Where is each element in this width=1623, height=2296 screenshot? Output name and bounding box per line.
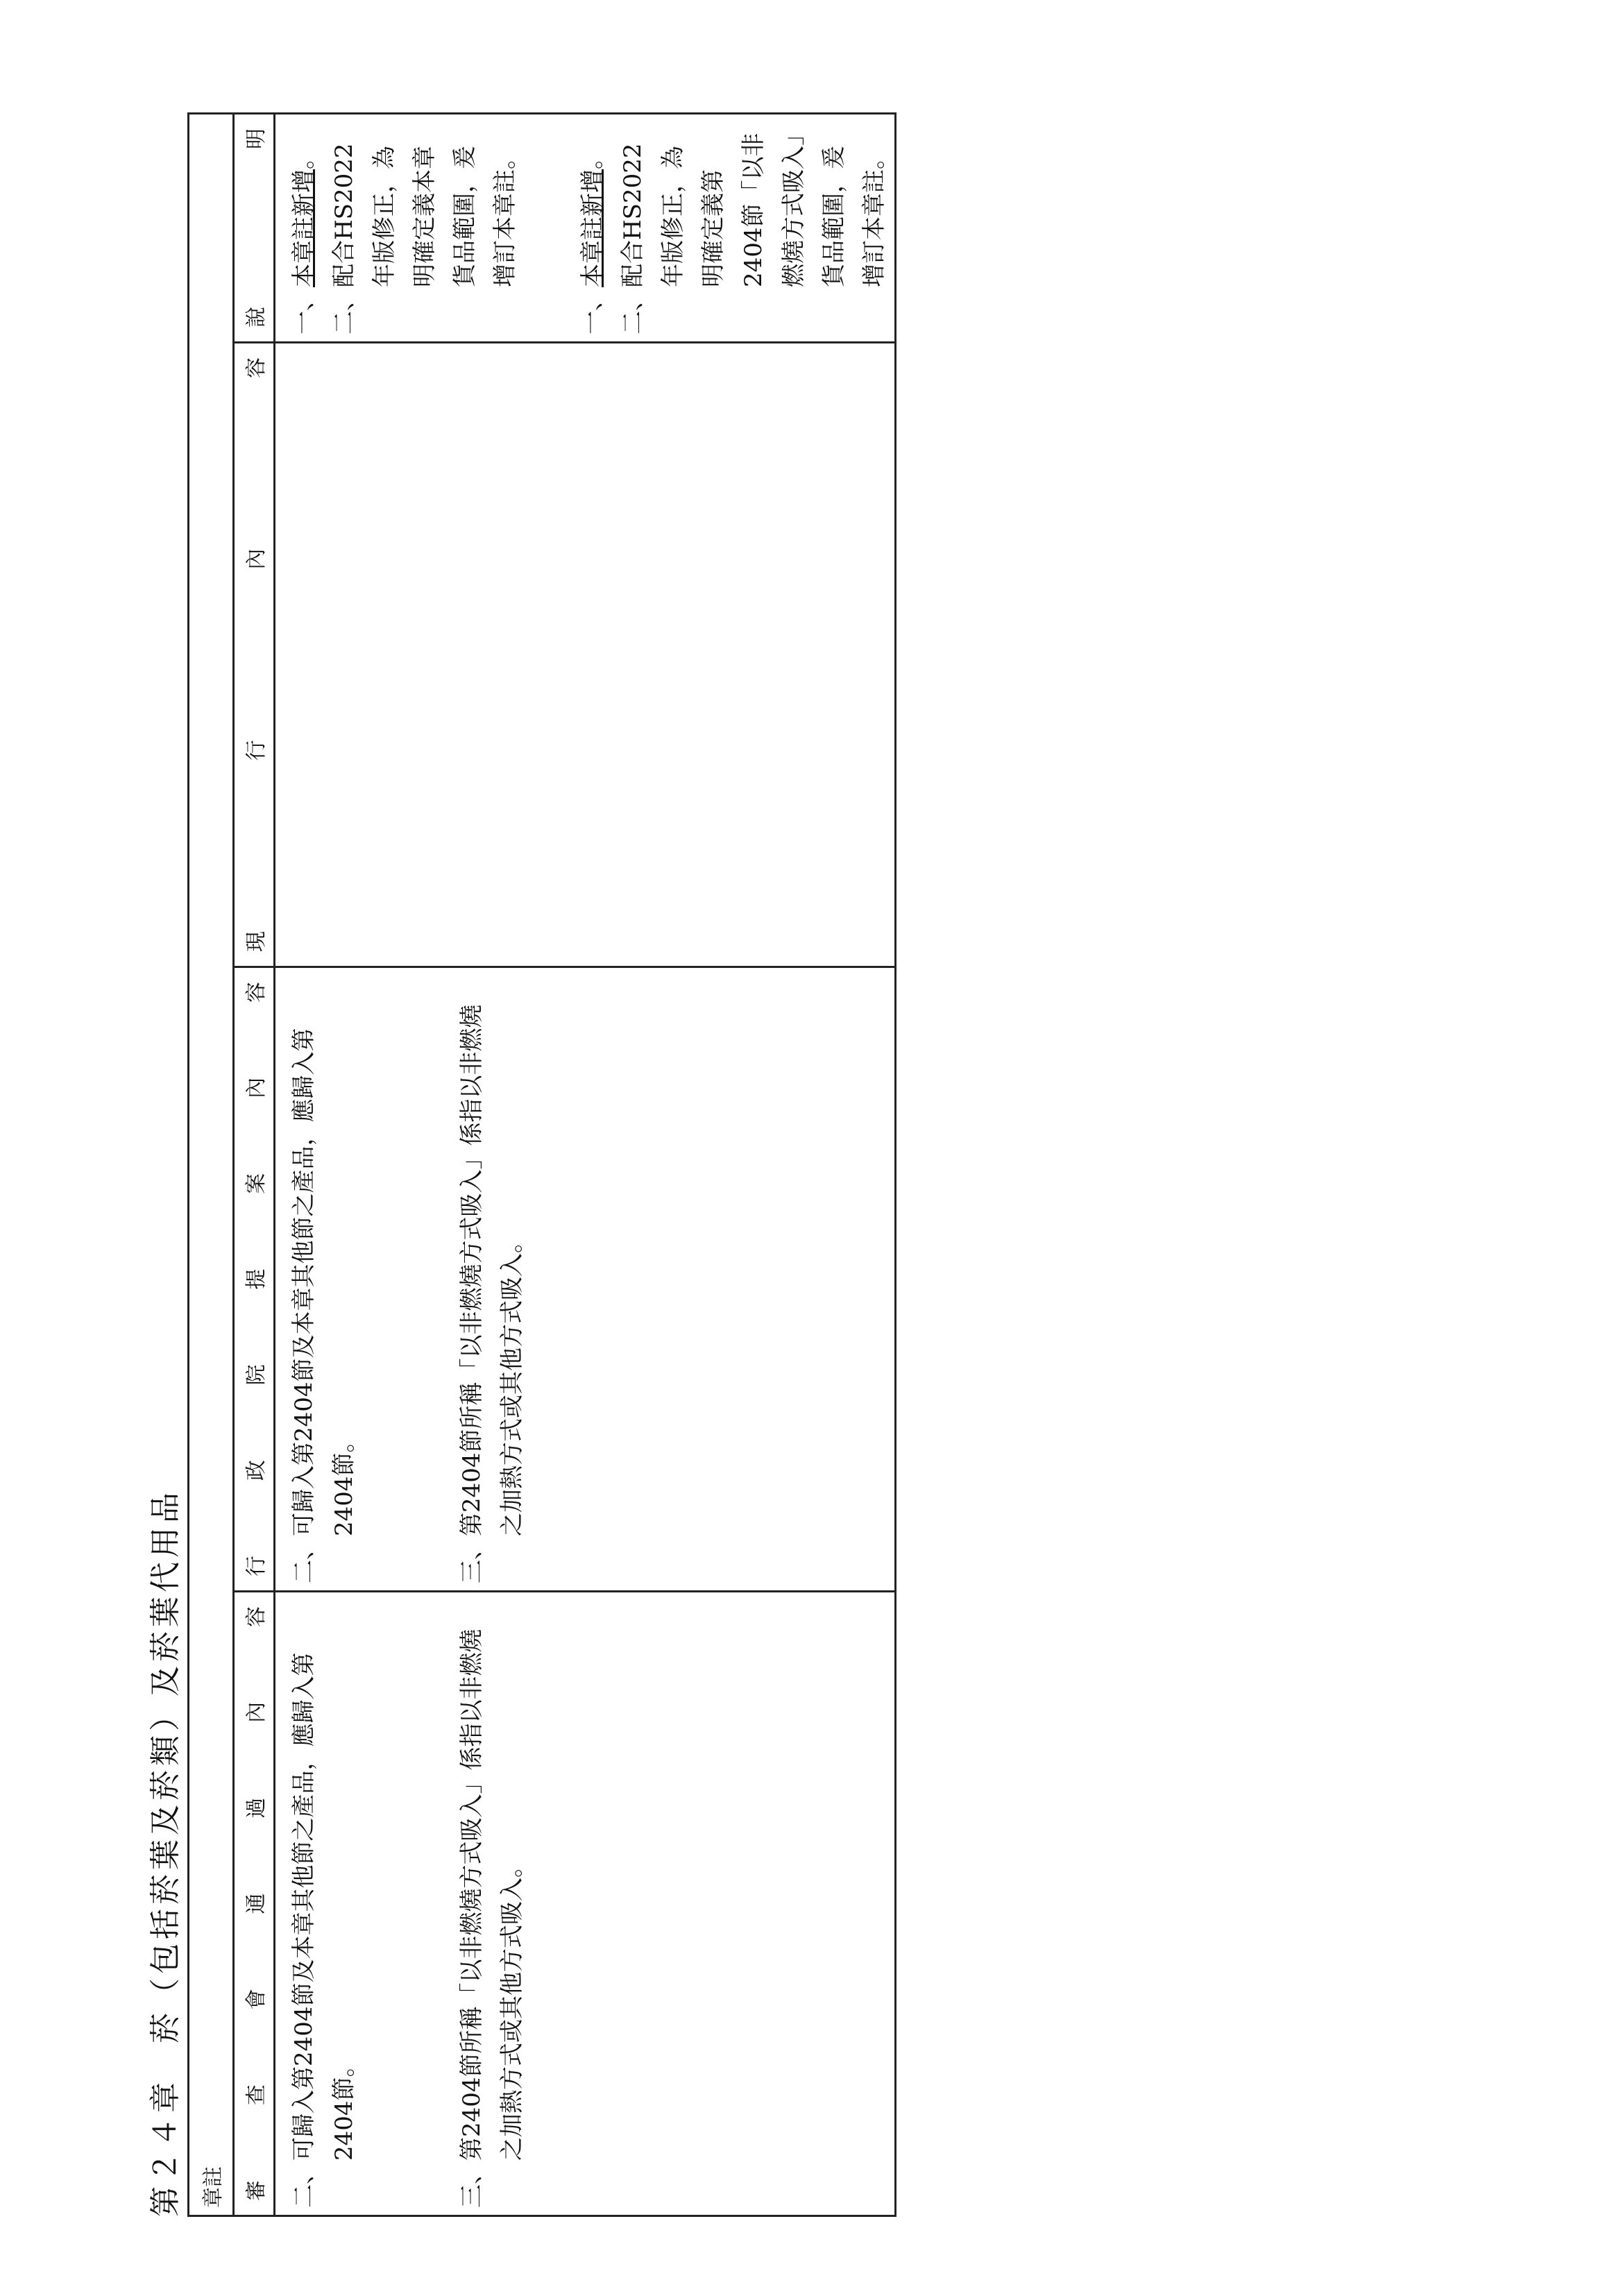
header-explanation: 說 明: [234, 114, 275, 343]
list-item: 一、 本章註新增。: [290, 146, 318, 334]
list-item: 二、 配合HS2022年版修正，為明確定義第2404節「以非燃燒方式吸入」貨品範圍，爰增訂本章註。: [619, 133, 888, 334]
chapter-title: 第２４章 菸（包括菸葉及菸類）及菸葉代用品: [148, 1488, 183, 2217]
header-proposal: 行 政 院 提 案 內 容: [234, 967, 275, 1592]
table-row: [275, 114, 896, 2216]
header-current: 現 行 內 容: [234, 343, 275, 967]
explanation-cell: [275, 114, 896, 343]
list-item: 三、 第2404節所稱「以非燃燒方式吸入」係指以非燃燒之加熱方式或其他方式吸入。: [458, 1629, 526, 2208]
proposal-cell: [275, 967, 896, 1592]
comparison-table: [187, 112, 897, 2217]
list-item: 二、 可歸入第2404節及本章其他節之產品，應歸入第2404節。: [290, 1028, 358, 1583]
list-item: 二、 配合HS2022年版修正，為明確定義本章貨品範圍，爰增訂本章註。: [330, 143, 519, 334]
list-item: 三、 第2404節所稱「以非燃燒方式吸入」係指以非燃燒之加熱方式或其他方式吸入。: [458, 1004, 526, 1583]
list-item: 二、 可歸入第2404節及本章其他節之產品，應歸入第2404節。: [290, 1652, 358, 2208]
current-cell: [275, 343, 896, 967]
rotated-page-content: [146, 114, 888, 2217]
review-cell: [275, 1592, 896, 2216]
list-item: 一、 本章註新增。: [579, 146, 606, 334]
header-review: 審 查 會 通 過 內 容: [234, 1592, 275, 2216]
section-label: 章註: [189, 114, 234, 2216]
